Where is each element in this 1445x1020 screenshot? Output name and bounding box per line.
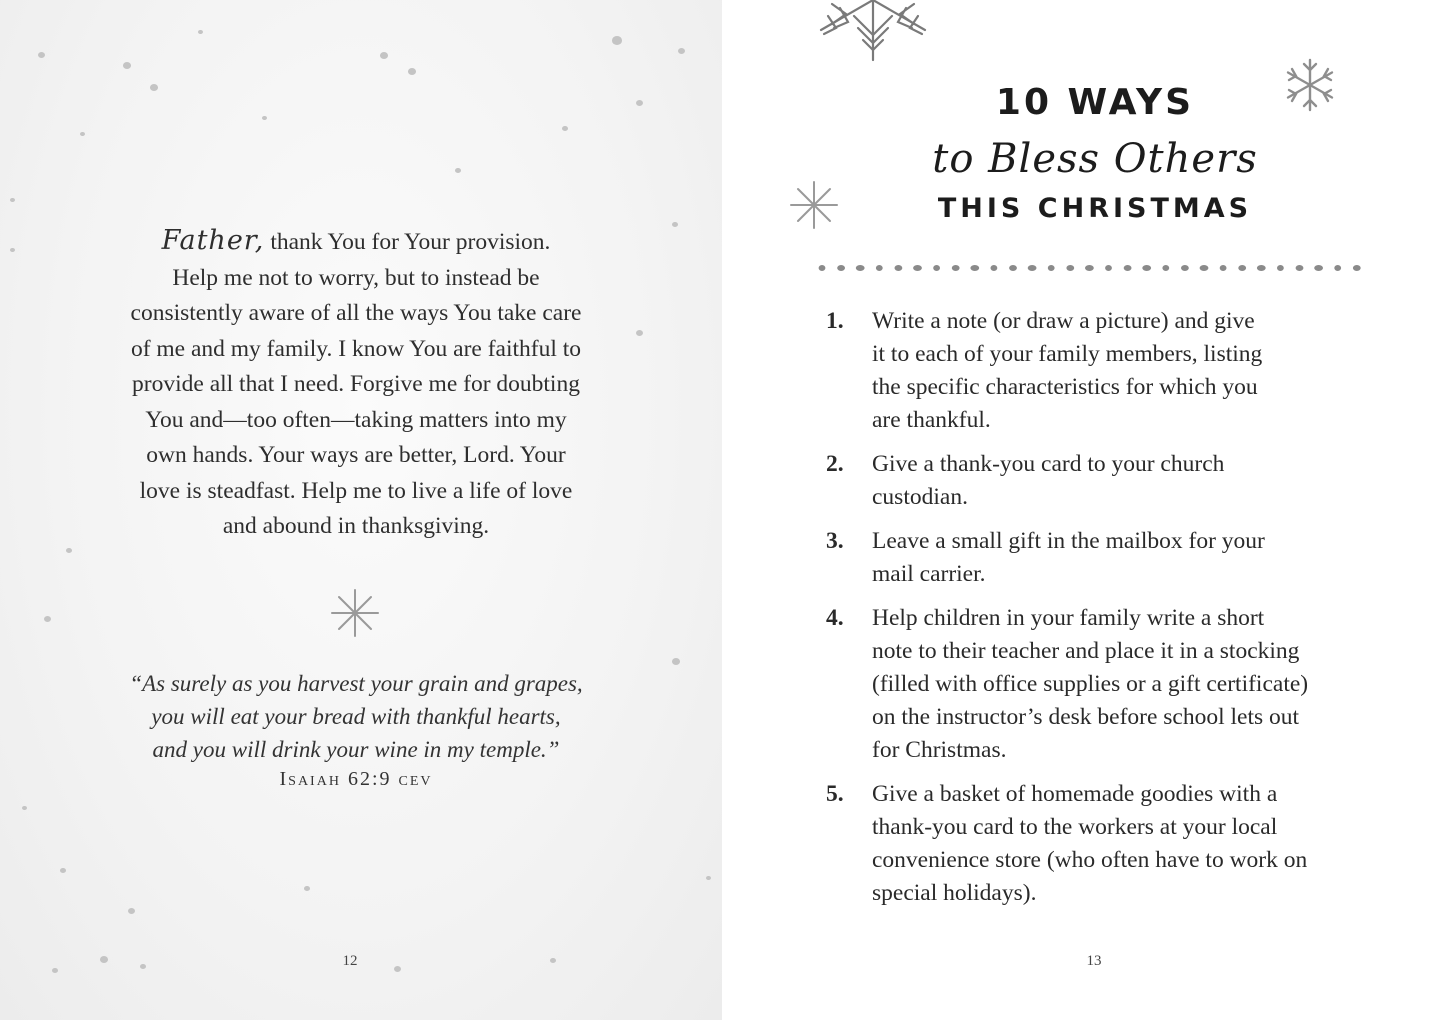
item-line: custodian. bbox=[872, 484, 968, 510]
verse-citation: Isaiah 62:9 cev bbox=[279, 768, 433, 790]
divider-dot bbox=[1220, 265, 1227, 271]
divider-dot bbox=[1314, 265, 1323, 271]
page-number-left: 12 bbox=[342, 953, 358, 969]
snow-dot bbox=[612, 36, 622, 45]
snow-dot bbox=[672, 658, 680, 665]
snowflake-icon bbox=[1283, 58, 1337, 112]
snow-dot bbox=[455, 168, 461, 173]
dotted-divider bbox=[818, 262, 1363, 274]
item-line: (filled with office supplies or a gift certificate) bbox=[872, 671, 1309, 697]
snow-dot bbox=[100, 956, 108, 963]
list-item bbox=[826, 305, 1366, 437]
divider-dot bbox=[856, 265, 865, 271]
page-number-right: 13 bbox=[1086, 953, 1102, 969]
divider-dot bbox=[1066, 265, 1074, 271]
snow-dot bbox=[44, 616, 51, 622]
prayer-line: love is steadfast. Help me to live a life of love bbox=[139, 477, 573, 504]
ways-list bbox=[826, 305, 1366, 921]
snow-dot bbox=[636, 330, 643, 336]
snowflake-icon bbox=[788, 0, 958, 90]
prayer-line: Father, thank You for Your provision. bbox=[161, 225, 551, 256]
item-line: it to each of your family members, listing bbox=[872, 341, 1263, 367]
snow-dot bbox=[66, 548, 72, 553]
snow-dot bbox=[10, 198, 15, 202]
divider-dot bbox=[819, 265, 826, 271]
snow-dot bbox=[198, 30, 203, 34]
snow-dot bbox=[706, 876, 711, 880]
sparkle-icon bbox=[330, 588, 380, 638]
left-page bbox=[0, 0, 722, 1020]
title-line-2: to Bless Others bbox=[932, 136, 1258, 182]
snow-dot bbox=[380, 52, 388, 59]
item-number: 4. bbox=[826, 605, 844, 631]
snow-dot bbox=[140, 964, 146, 969]
divider-dot bbox=[1296, 265, 1304, 271]
verse-line: and you will drink your wine in my temple.” bbox=[152, 737, 560, 762]
prayer-lead: Father, bbox=[161, 225, 265, 256]
list-item bbox=[826, 778, 1366, 910]
prayer-line: provide all that I need. Forgive me for doubting bbox=[132, 371, 580, 397]
snow-dot bbox=[672, 222, 678, 227]
item-line: convenience store (who often have to work on bbox=[872, 847, 1308, 873]
divider-dot bbox=[1334, 265, 1341, 271]
snow-dot bbox=[262, 116, 267, 120]
item-line: Give a thank-you card to your church bbox=[872, 451, 1225, 477]
divider-dot bbox=[933, 265, 940, 271]
snow-dot bbox=[562, 126, 568, 131]
item-line: Give a basket of homemade goodies with a bbox=[872, 781, 1278, 807]
sparkle-icon bbox=[789, 180, 839, 230]
divider-dot bbox=[1142, 265, 1151, 271]
item-line: special holidays). bbox=[872, 880, 1037, 906]
snow-dot bbox=[636, 100, 643, 106]
snow-dot bbox=[38, 52, 45, 58]
divider-dot bbox=[876, 265, 883, 271]
snow-dot bbox=[123, 62, 131, 69]
prayer-line: consistently aware of all the ways You take care bbox=[130, 300, 582, 326]
divider-dot bbox=[1009, 265, 1017, 271]
item-line: Help children in your family write a short bbox=[872, 605, 1265, 631]
snow-dot bbox=[550, 958, 556, 963]
verse-line: “As surely as you harvest your grain and grapes, bbox=[129, 671, 583, 696]
prayer-line: own hands. Your ways are better, Lord. Your bbox=[146, 442, 566, 468]
prayer-text bbox=[88, 223, 624, 545]
item-number: 3. bbox=[826, 528, 844, 554]
scripture-verse bbox=[88, 667, 624, 766]
item-number: 2. bbox=[826, 451, 844, 477]
divider-dot bbox=[1200, 265, 1209, 271]
item-line: on the instructor’s desk before school lets out bbox=[872, 704, 1300, 730]
item-number: 1. bbox=[826, 308, 844, 334]
divider-dot bbox=[913, 265, 922, 271]
prayer-line: You and—too often—taking matters into my bbox=[145, 406, 567, 433]
divider-dot bbox=[1028, 265, 1037, 271]
prayer-line: of me and my family. I know You are faithful to bbox=[130, 335, 582, 362]
snow-dot bbox=[408, 68, 416, 75]
divider-dot bbox=[1162, 265, 1169, 271]
item-line: the specific characteristics for which you bbox=[872, 374, 1258, 400]
divider-dot bbox=[1257, 265, 1266, 271]
item-line: mail carrier. bbox=[872, 561, 986, 587]
divider-dot bbox=[1277, 265, 1284, 271]
item-line: for Christmas. bbox=[872, 737, 1007, 763]
snow-dot bbox=[150, 84, 158, 91]
divider-dot bbox=[895, 265, 903, 271]
snow-dot bbox=[394, 966, 401, 972]
verse-line: you will eat your bread with thankful hearts, bbox=[151, 704, 561, 729]
item-line: thank-you card to the workers at your local bbox=[872, 814, 1278, 840]
divider-dot bbox=[1105, 265, 1112, 271]
divider-dot bbox=[970, 265, 979, 271]
item-line: Leave a small gift in the mailbox for your bbox=[872, 528, 1265, 554]
prayer-line: Help me not to worry, but to instead be bbox=[172, 264, 540, 291]
snow-dot bbox=[22, 806, 27, 810]
list-item bbox=[826, 525, 1366, 591]
divider-dot bbox=[991, 265, 998, 271]
snow-dot bbox=[678, 48, 685, 54]
snow-dot bbox=[128, 908, 135, 914]
list-item bbox=[826, 602, 1366, 767]
divider-dot bbox=[1124, 265, 1132, 271]
right-page bbox=[722, 0, 1445, 1020]
divider-dot bbox=[952, 265, 960, 271]
divider-dot bbox=[1181, 265, 1189, 271]
snow-dot bbox=[10, 248, 15, 252]
item-line: note to their teacher and place it in a stocking bbox=[872, 638, 1300, 664]
snow-dot bbox=[304, 886, 310, 891]
divider-dot bbox=[1048, 265, 1055, 271]
list-item bbox=[826, 448, 1366, 514]
divider-dot bbox=[837, 265, 845, 271]
title-line-1: 10 WAYS bbox=[995, 82, 1195, 123]
divider-dot bbox=[1085, 265, 1094, 271]
snow-dot bbox=[52, 968, 58, 973]
snow-dot bbox=[60, 868, 66, 873]
snow-dot bbox=[80, 132, 85, 136]
prayer-line: and abound in thanksgiving. bbox=[222, 513, 490, 539]
divider-dot bbox=[1353, 265, 1361, 271]
item-line: are thankful. bbox=[872, 407, 991, 433]
divider-dot bbox=[1238, 265, 1246, 271]
item-line: Write a note (or draw a picture) and give bbox=[872, 308, 1255, 334]
title-line-3: THIS CHRISTMAS bbox=[937, 193, 1253, 224]
item-number: 5. bbox=[826, 781, 844, 807]
